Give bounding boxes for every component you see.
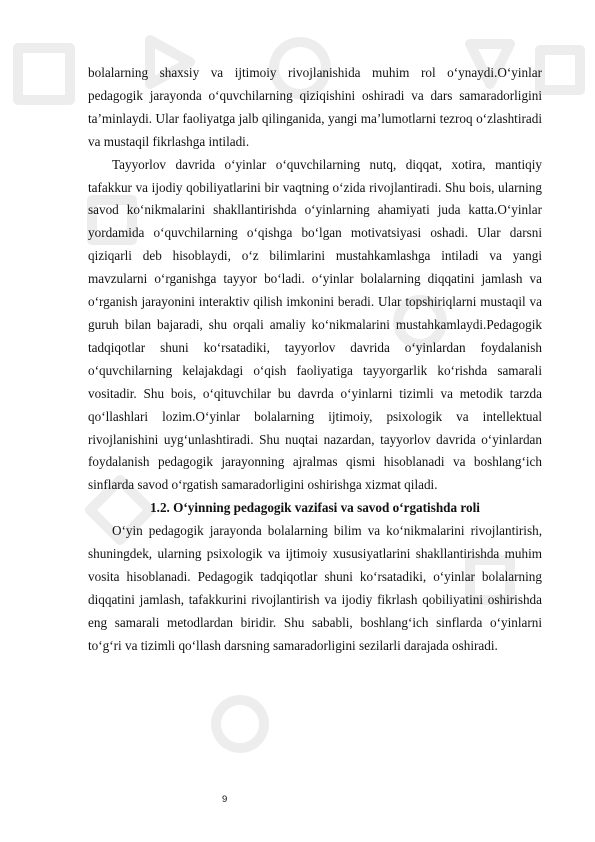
paragraph-continuation: bolalarning shaxsiy va ijtimoiy rivojlanishida muhim rol o‘ynaydi.O‘yinlar pedagogik jarayonda o‘quvchilarning qiziqishini oshiradi va dars samaradorligini ta’minlaydi. Ular faoliyatga jalb qilinganida, yangi ma’lumotlarni tezroq o‘zlashtiradi va mustaqil fikrlashga intiladi. (88, 65, 542, 149)
paragraph-section-body: O‘yin pedagogik jarayonda bolalarning bilim va ko‘nikmalarini rivojlantirish, shuningdek, ularning psixologik va ijtimoiy xususiyatlarini shakllantirishda muhim vosita hisoblanadi. Pedagogik tadqiqotlar shuni ko‘rsatadiki, o‘yinlar bolalarning diqqatini jamlash, tafakkurini rivojlantirish va ijodiy fikrlash qobiliyatini oshirishda eng samarali metodlardan biridir. Shu sababli, boshlang‘ich sinflarda o‘yinlarni to‘g‘ri va tizimli qo‘llash darsning samaradorligini sezilarli darajada oshiradi. (88, 523, 542, 653)
document-body (88, 62, 542, 658)
paragraph-tayyorlov-davrida: Tayyorlov davrida o‘yinlar o‘quvchilarning nutq, diqqat, xotira, mantiqiy tafakkur va ijodiy qobiliyatlarini bir vaqtning o‘zida rivojlantiradi. Shu bois, ularning savod ko‘nikmalarini shakllantirishda o‘yinlarning ahamiyati juda katta.O‘yinlar yordamida o‘quvchilarning o‘qishga bo‘lgan motivatsiyasi oshadi. Ular darsni qiziqarli deb hisoblaydi, o‘z bilimlarini mustahkamlashga intiladi va yangi mavzularni o‘rganishga tayyor bo‘ladi. o‘yinlar bolalarning diqqatini jamlash va o‘rganish jarayonini interaktiv qilish imkonini beradi. Ular topshiriqlarni mustaqil va guruh bilan bajaradi, shu orqali amaliy ko‘nikmalarini mustahkamlaydi.Pedagogik tadqiqotlar shuni ko‘rsatadiki, tayyorlov davrida o‘yinlardan foydalanish o‘quvchilarning kelajakdagi o‘qish faoliyatiga tayyorgarlik ko‘rishda samarali vositadir. Shu bois, o‘qituvchilar bu davrda o‘yinlarni tizimli va metodik tarzda qo‘llashlari lozim.O‘yinlar bolalarning ijtimoiy, psixologik va intellektual rivojlanishini uyg‘unlashtiradi. Shu nuqtai nazardan, tayyorlov davrida o‘yinlardan foydalanish pedagogik jarayonning ajralmas qismi hisoblanadi va boshlang‘ich sinflarda savod o‘rgatish samaradorligini oshirishga xizmat qiladi. (88, 156, 542, 493)
page-number: 9 (222, 794, 228, 805)
section-heading: 1.2. O‘yinning pedagogik vazifasi va savod o‘rgatishda roli (150, 500, 480, 516)
